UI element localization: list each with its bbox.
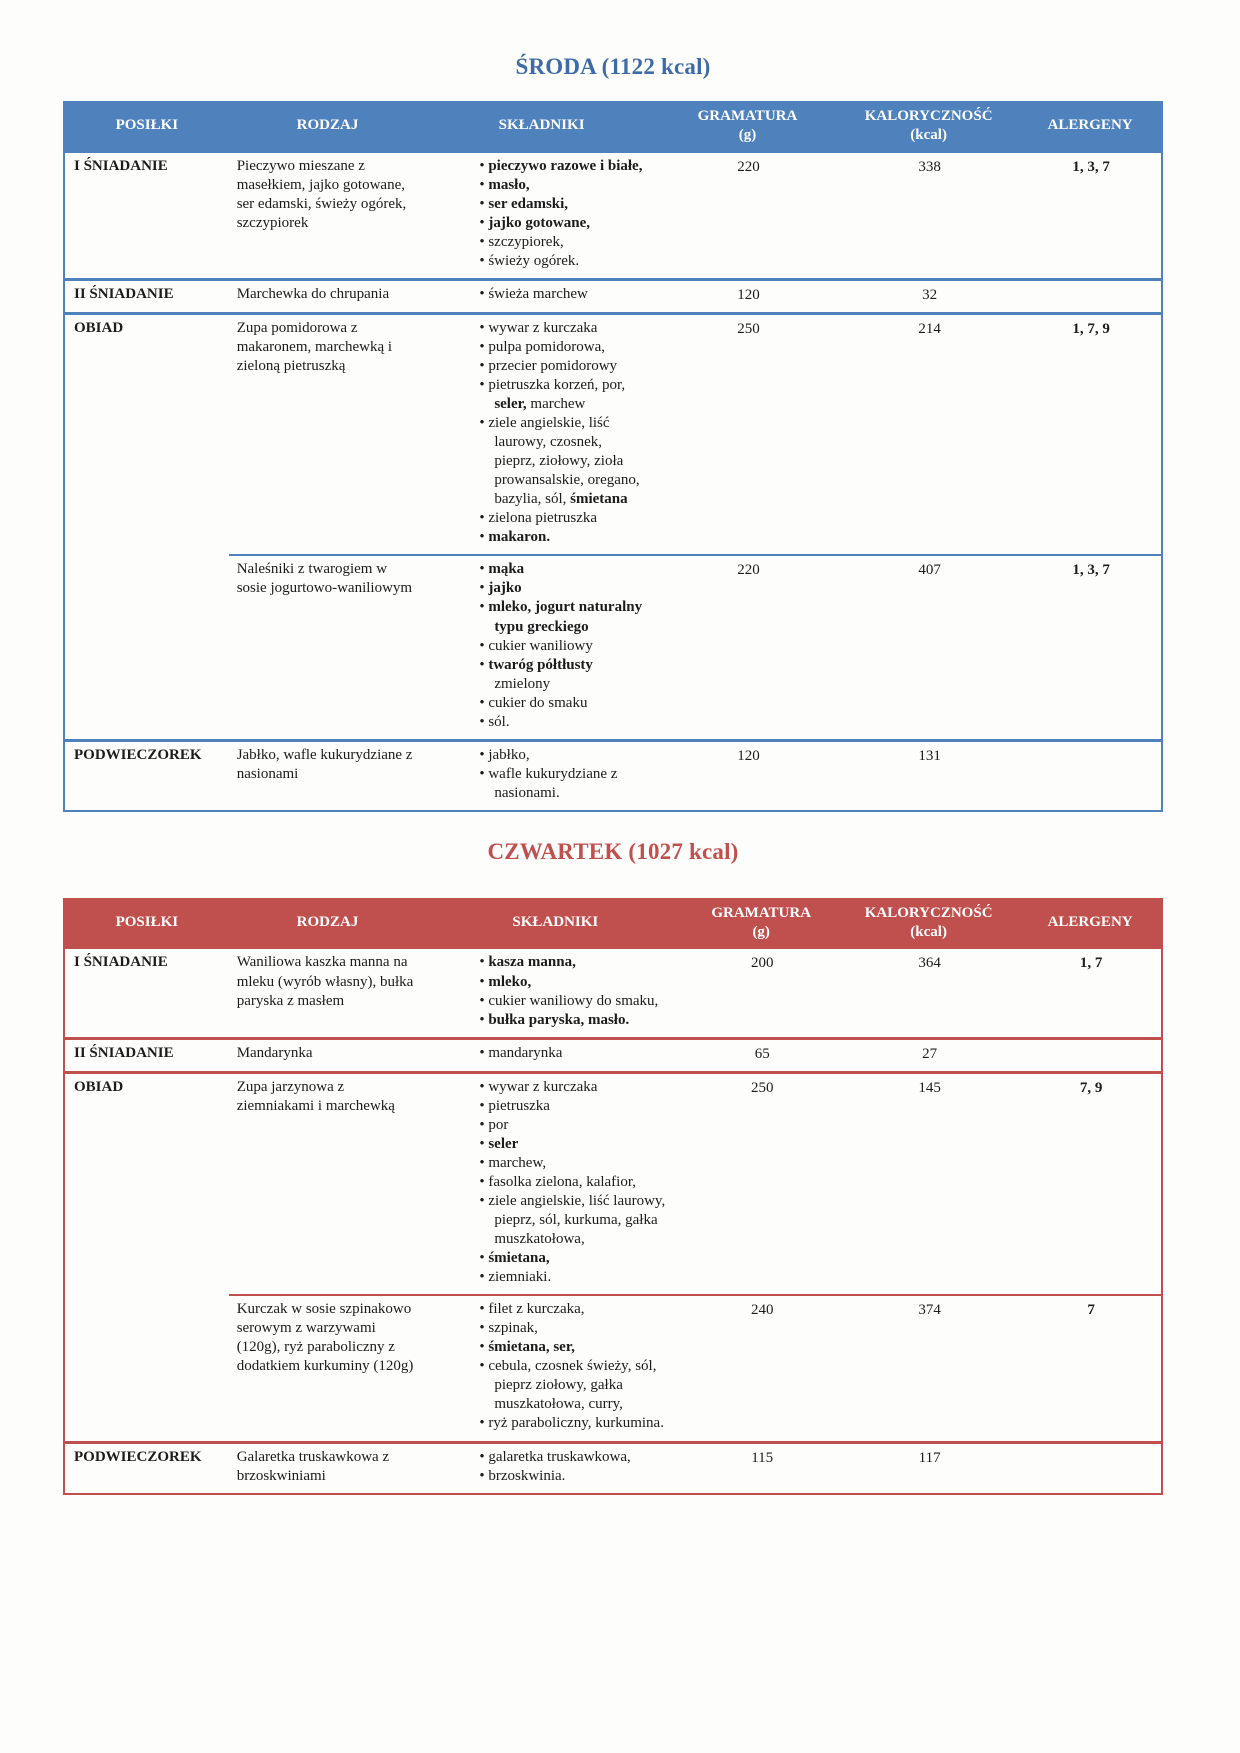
kalorycznosc-value: 145: [838, 1072, 1019, 1295]
column-header-posiłki: POSIŁKI: [64, 102, 229, 152]
bullet-icon: •: [479, 1173, 489, 1190]
menu-section-czwartek: [63, 839, 1163, 1495]
column-header-rodzaj: RODZAJ: [229, 899, 427, 949]
bullet-icon: •: [479, 954, 489, 971]
dish-description: Jabłko, wafle kukurydziane z nasionami: [229, 740, 427, 811]
meal-name: PODWIECZOREK: [64, 1442, 229, 1494]
ingredient-item: • fasolka zielona, kalafior,: [479, 1173, 636, 1190]
ingredient-item: • mleko, jogurt naturalny typu greckiego: [479, 599, 643, 635]
ingredient-item: • cukier waniliowy: [479, 637, 593, 654]
kalorycznosc-value: 32: [838, 279, 1019, 313]
ingredient-item: • mandarynka: [479, 1044, 563, 1061]
ingredients-cell: [426, 152, 657, 280]
ingredient-item: • pieczywo razowe i białe,: [479, 157, 643, 174]
bullet-icon: •: [479, 746, 489, 763]
kalorycznosc-value: 117: [838, 1442, 1019, 1494]
day-title-sroda: ŚRODA (1122 kcal): [515, 54, 711, 79]
ingredient-item: • mleko,: [479, 973, 532, 990]
ingredient-item: • twaróg półtłusty zmielony: [479, 656, 593, 692]
gramatura-value: 220: [737, 158, 760, 175]
gramatura-value: 200: [750, 955, 774, 972]
ingredients-cell: [426, 1072, 684, 1295]
meal-name: I ŚNIADANIE: [74, 157, 168, 174]
column-header-kaloryczność: KALORYCZNOŚĆ (kcal): [838, 102, 1019, 152]
meal-row: [64, 313, 1162, 555]
ingredient-item: • śmietana, ser,: [479, 1339, 575, 1356]
ingredient-item: • wywar z kurczaka: [479, 1078, 598, 1095]
ingredient-item: • kasza manna,: [479, 954, 576, 971]
bullet-icon: •: [479, 992, 489, 1009]
bullet-icon: •: [479, 973, 489, 990]
meal-row: [64, 1442, 1162, 1494]
bullet-icon: •: [479, 529, 489, 546]
bullet-icon: •: [479, 338, 489, 355]
column-header-składniki: SKŁADNIKI: [426, 102, 657, 152]
alergeny-value: [1019, 740, 1162, 811]
bullet-icon: •: [479, 694, 489, 711]
alergeny-value: 1, 3, 7: [1072, 158, 1110, 175]
bullet-icon: •: [479, 1250, 489, 1267]
bullet-icon: •: [479, 233, 489, 250]
bullet-icon: •: [479, 1044, 489, 1061]
bullet-icon: •: [479, 656, 489, 673]
bullet-icon: •: [479, 176, 489, 193]
bullet-icon: •: [479, 561, 489, 578]
menu-section-sroda: [63, 54, 1163, 812]
kalorycznosc-value: 374: [838, 1295, 1019, 1442]
gramatura-value: 115: [684, 1442, 838, 1494]
bullet-icon: •: [479, 580, 489, 597]
bullet-icon: •: [479, 1154, 489, 1171]
bullet-icon: •: [479, 765, 489, 782]
bullet-icon: •: [479, 1467, 489, 1484]
bullet-icon: •: [479, 157, 489, 174]
ingredient-item: • pietruszka korzeń, por, seler, marchew: [479, 376, 626, 413]
dish-description: Galaretka truskawkowa z brzoskwiniami: [229, 1442, 427, 1494]
column-header-składniki: SKŁADNIKI: [426, 899, 684, 949]
ingredient-item: • przecier pomidorowy: [479, 357, 618, 374]
column-header-kaloryczność: KALORYCZNOŚĆ (kcal): [838, 899, 1019, 949]
ingredient-item: • pietruszka: [479, 1097, 550, 1114]
meal-name: OBIAD: [64, 1072, 229, 1442]
column-header-rodzaj: RODZAJ: [229, 102, 427, 152]
ingredient-item: • galaretka truskawkowa,: [479, 1448, 631, 1465]
bullet-icon: •: [479, 357, 489, 374]
bullet-icon: •: [479, 1358, 489, 1375]
kalorycznosc-value: 364: [918, 955, 941, 972]
meal-name: I ŚNIADANIE: [74, 954, 168, 971]
bullet-icon: •: [479, 252, 489, 269]
bullet-icon: •: [479, 1078, 489, 1095]
dish-description: Naleśniki z twarogiem w sosie jogurtowo-waniliowym: [229, 555, 427, 740]
alergeny-value: [1019, 1442, 1162, 1494]
bullet-icon: •: [479, 713, 489, 730]
ingredient-item: • świeży ogórek.: [479, 252, 580, 269]
alergeny-value: 7: [1019, 1295, 1162, 1442]
ingredient-item: • wafle kukurydziane z nasionami.: [479, 765, 618, 801]
alergeny-value: [1019, 1038, 1162, 1072]
ingredients-cell: [426, 1442, 684, 1494]
bullet-icon: •: [479, 285, 489, 302]
bullet-icon: •: [479, 1320, 489, 1337]
alergeny-value: [1019, 279, 1162, 313]
bullet-icon: •: [479, 415, 489, 432]
header-row: [64, 899, 1162, 949]
ingredient-item: • ziele angielskie, liść laurowy, czosnek, pieprz, ziołowy, zioła prowansalskie, oregano, bazylia, sól, śmietana: [479, 415, 640, 508]
dish-sub-row: [64, 1295, 1162, 1442]
alergeny-value: 1, 3, 7: [1019, 555, 1162, 740]
ingredient-item: • seler: [479, 1135, 519, 1152]
ingredient-item: • bułka paryska, masło.: [479, 1011, 630, 1028]
meal-row: [64, 1038, 1162, 1072]
kalorycznosc-value: 214: [838, 313, 1019, 555]
bullet-icon: •: [479, 1339, 489, 1356]
bullet-icon: •: [479, 1011, 489, 1028]
kalorycznosc-value: 27: [838, 1038, 1019, 1072]
meal-row: [64, 740, 1162, 811]
bullet-icon: •: [479, 319, 489, 336]
ingredient-item: • sól.: [479, 713, 510, 730]
gramatura-value: 65: [684, 1038, 838, 1072]
ingredients-cell: [426, 1295, 684, 1442]
ingredients-cell: [426, 948, 684, 1038]
bullet-icon: •: [479, 1097, 489, 1114]
ingredient-item: • pulpa pomidorowa,: [479, 338, 605, 355]
gramatura-value: 120: [657, 279, 838, 313]
bullet-icon: •: [479, 195, 489, 212]
ingredients-cell: [426, 313, 657, 555]
meal-name: II ŚNIADANIE: [64, 1038, 229, 1072]
page-content: [63, 54, 1163, 1495]
kalorycznosc-value: 131: [838, 740, 1019, 811]
ingredient-item: • szczypiorek,: [479, 233, 564, 250]
bullet-icon: •: [479, 599, 489, 616]
meal-name: OBIAD: [64, 313, 229, 740]
menu-table-czwartek: [63, 898, 1163, 1495]
ingredients-cell: [426, 555, 657, 740]
gramatura-value: 250: [657, 313, 838, 555]
bullet-icon: •: [479, 376, 489, 393]
gramatura-value: 250: [684, 1072, 838, 1295]
ingredient-item: • marchew,: [479, 1154, 547, 1171]
ingredient-item: • śmietana,: [479, 1250, 550, 1267]
bullet-icon: •: [479, 1448, 489, 1465]
ingredient-item: • świeża marchew: [479, 285, 588, 302]
bullet-icon: •: [479, 1135, 489, 1152]
header-row: [64, 102, 1162, 152]
bullet-icon: •: [479, 1269, 489, 1286]
dish-description: Kurczak w sosie szpinakowo serowym z warzywami (120g), ryż paraboliczny z dodatkiem kurkuminy (120g): [229, 1295, 427, 1442]
ingredient-item: • por: [479, 1116, 509, 1133]
kalorycznosc-value: 407: [838, 555, 1019, 740]
ingredient-item: • ziele angielskie, liść laurowy, pieprz, sól, kurkuma, gałka muszkatołowa,: [479, 1192, 666, 1248]
menu-table-sroda: [63, 101, 1163, 812]
column-header-posiłki: POSIŁKI: [64, 899, 229, 949]
bullet-icon: •: [479, 1192, 489, 1209]
alergeny-value: 1, 7, 9: [1019, 313, 1162, 555]
alergeny-value: 7, 9: [1019, 1072, 1162, 1295]
ingredient-item: • ser edamski,: [479, 195, 569, 212]
gramatura-value: 240: [684, 1295, 838, 1442]
meal-name: PODWIECZOREK: [64, 740, 229, 811]
bullet-icon: •: [479, 637, 489, 654]
ingredient-item: • filet z kurczaka,: [479, 1301, 585, 1318]
ingredient-item: • makaron.: [479, 529, 551, 546]
kalorycznosc-value: 338: [918, 158, 941, 175]
meal-row: [64, 1072, 1162, 1295]
bullet-icon: •: [479, 510, 489, 527]
ingredient-item: • szpinak,: [479, 1320, 538, 1337]
meal-name: II ŚNIADANIE: [64, 279, 229, 313]
ingredient-item: • jabłko,: [479, 746, 530, 763]
dish-description: Zupa pomidorowa z makaronem, marchewką i zieloną pietruszką: [229, 313, 427, 555]
dish-description: Marchewka do chrupania: [229, 279, 427, 313]
ingredient-item: • jajko: [479, 580, 522, 597]
ingredient-item: • cebula, czosnek świeży, sól, pieprz ziołowy, gałka muszkatołowa, curry,: [479, 1358, 657, 1413]
bullet-icon: •: [479, 1116, 489, 1133]
dish-description: Mandarynka: [229, 1038, 427, 1072]
day-title-czwartek: CZWARTEK (1027 kcal): [487, 838, 739, 864]
ingredients-cell: [426, 1038, 684, 1072]
bullet-icon: •: [479, 1415, 489, 1432]
ingredient-item: • zielona pietruszka: [479, 510, 598, 527]
ingredient-item: • wywar z kurczaka: [479, 319, 598, 336]
bullet-icon: •: [479, 214, 489, 231]
ingredients-cell: [426, 279, 657, 313]
column-header-gramatura: GRAMATURA (g): [684, 899, 838, 949]
meal-row: [64, 152, 1162, 280]
dish-description: Waniliowa kaszka manna na mleku (wyrób własny), bułka paryska z masłem: [236, 954, 414, 1009]
column-header-alergeny: ALERGENY: [1019, 102, 1162, 152]
ingredient-item: • brzoskwinia.: [479, 1467, 566, 1484]
dish-description: Pieczywo mieszane z masełkiem, jajko gotowane, ser edamski, świeży ogórek, szczypiorek: [236, 157, 407, 231]
meal-row: [64, 948, 1162, 1038]
ingredient-item: • jajko gotowane,: [479, 214, 590, 231]
ingredient-item: • masło,: [479, 176, 530, 193]
gramatura-value: 220: [657, 555, 838, 740]
ingredient-item: • mąka: [479, 561, 525, 578]
dish-description: Zupa jarzynowa z ziemniakami i marchewką: [229, 1072, 427, 1295]
ingredient-item: • ryż paraboliczny, kurkumina.: [479, 1415, 664, 1432]
gramatura-value: 120: [657, 740, 838, 811]
ingredients-cell: [426, 740, 657, 811]
column-header-gramatura: GRAMATURA (g): [657, 102, 838, 152]
dish-sub-row: [64, 555, 1162, 740]
ingredient-item: • cukier waniliowy do smaku,: [479, 992, 659, 1009]
ingredient-item: • cukier do smaku: [479, 694, 588, 711]
meal-row: [64, 279, 1162, 313]
column-header-alergeny: ALERGENY: [1019, 899, 1162, 949]
ingredient-item: • ziemniaki.: [479, 1269, 552, 1286]
alergeny-value: 1, 7: [1079, 955, 1103, 972]
bullet-icon: •: [479, 1301, 489, 1318]
